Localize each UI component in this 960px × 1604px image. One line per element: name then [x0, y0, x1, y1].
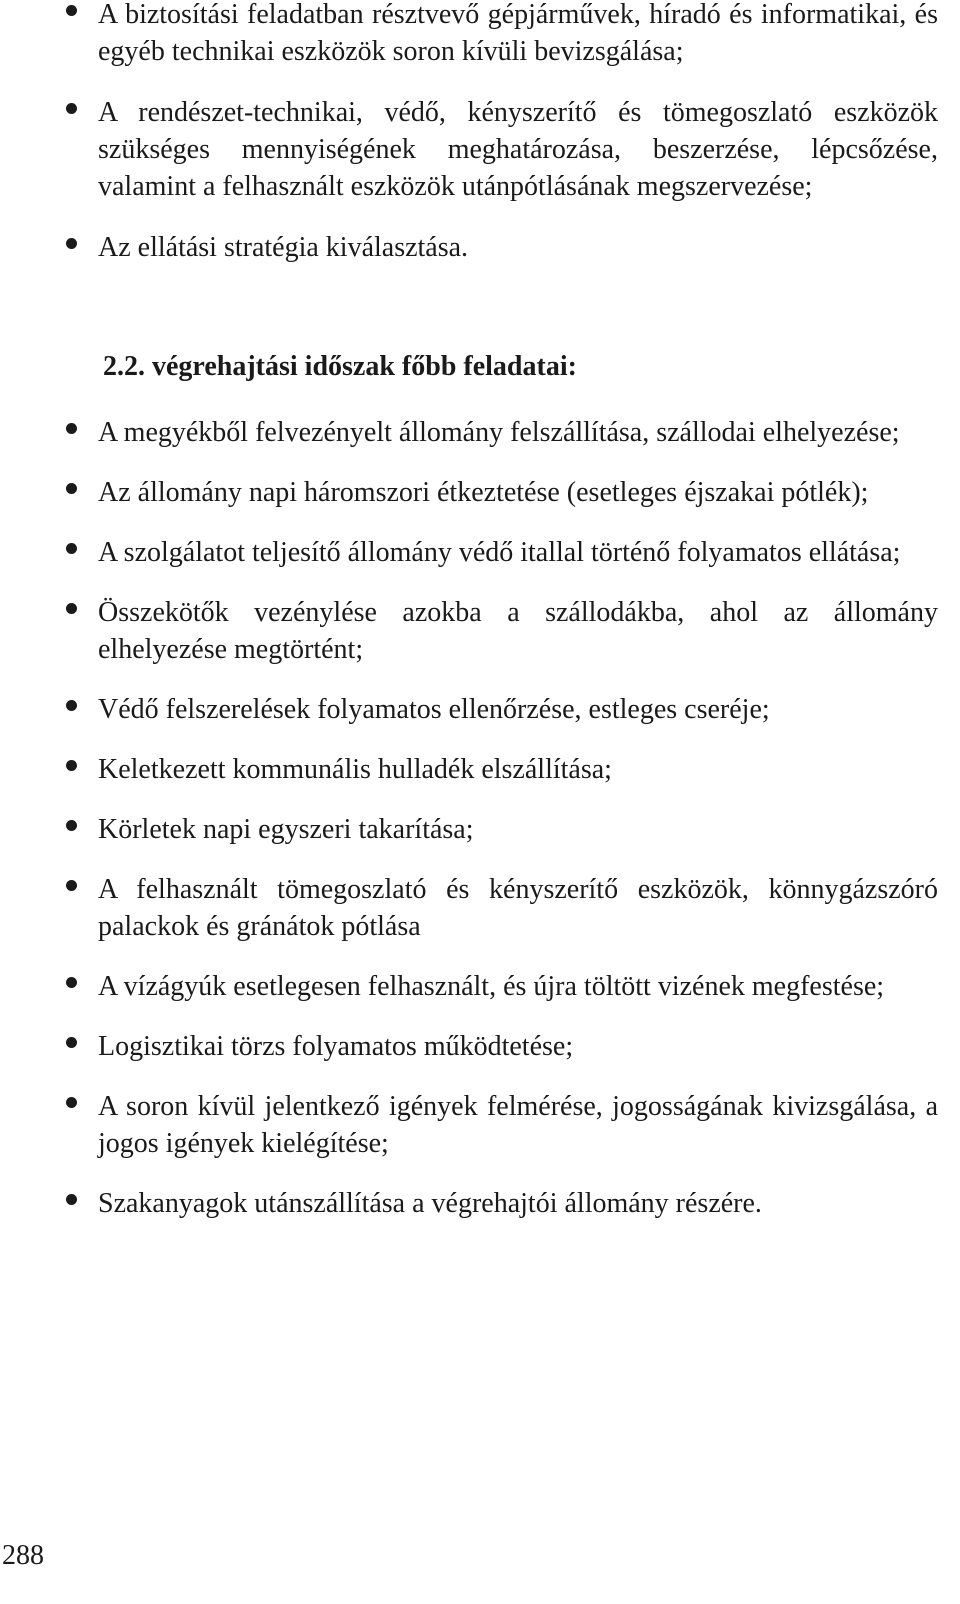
list-item [0, 968, 960, 1005]
list-item [0, 594, 960, 668]
list-item-text: A biztosítási feladatban résztvevő gépjárművek, híradó és informatikai, és egyéb technikai eszközök soron kívüli bevizsgálása; [98, 0, 938, 67]
list-item [0, 1088, 960, 1162]
bullet-icon [66, 760, 77, 771]
list-item [0, 94, 960, 205]
bullet-icon [66, 820, 77, 831]
list-item-text: Az állomány napi háromszori étkeztetése (esetleges éjszakai pótlék); [98, 477, 869, 508]
list-item-text: A soron kívül jelentkező igények felmérése, jogosságának kivizsgálása, a jogos igények kielégítése; [98, 1091, 938, 1159]
list-item [0, 474, 960, 511]
list-item-text: Keletkezett kommunális hulladék elszállítása; [98, 754, 612, 785]
bullet-icon [66, 103, 77, 114]
bullet-icon [66, 1194, 77, 1205]
list-item [0, 1028, 960, 1065]
list-item [0, 0, 960, 70]
section-heading: 2.2. végrehajtási időszak főbb feladatai: [103, 351, 577, 382]
bullet-list-preparation [0, 0, 960, 290]
list-item [0, 751, 960, 788]
list-item-text: A megyékből felvezényelt állomány felszállítása, szállodai elhelyezése; [98, 417, 900, 448]
list-item [0, 1185, 960, 1222]
list-item-text: Körletek napi egyszeri takarítása; [98, 814, 474, 845]
bullet-icon [66, 5, 77, 16]
bullet-icon [66, 700, 77, 711]
bullet-icon [66, 603, 77, 614]
bullet-icon [66, 423, 77, 434]
bullet-icon [66, 543, 77, 554]
page-number: 288 [2, 1540, 44, 1571]
list-item-text: A szolgálatot teljesítő állomány védő itallal történő folyamatos ellátása; [98, 537, 901, 568]
bullet-icon [66, 238, 77, 249]
list-item [0, 534, 960, 571]
bullet-list-execution [0, 414, 960, 1245]
list-item [0, 229, 960, 266]
list-item [0, 691, 960, 728]
bullet-icon [66, 483, 77, 494]
list-item-text: A felhasznált tömegoszlató és kényszerítő eszközök, könnygázszóró palackok és gránátok pótlása [98, 874, 938, 942]
bullet-icon [66, 977, 77, 988]
list-item-text: A rendészet-technikai, védő, kényszerítő és tömegoszlató eszközök szükséges mennyiségének meghatározása, beszerzése, lépcsőzése, valamint a felhasznált eszközök utánpótlásának megszervezése; [98, 97, 938, 202]
list-item-text: Az ellátási stratégia kiválasztása. [98, 232, 469, 263]
list-item-text: Védő felszerelések folyamatos ellenőrzése, estleges cseréje; [98, 694, 770, 725]
list-item-text: A vízágyúk esetlegesen felhasznált, és újra töltött vizének megfestése; [98, 971, 885, 1002]
list-item-text: Szakanyagok utánszállítása a végrehajtói állomány részére. [98, 1188, 762, 1219]
bullet-icon [66, 1037, 77, 1048]
bullet-icon [66, 880, 77, 891]
list-item-text: Összekötők vezénylése azokba a szállodákba, ahol az állomány elhelyezése megtörtént; [98, 597, 938, 665]
list-item [0, 811, 960, 848]
list-item-text: Logisztikai törzs folyamatos működtetése; [98, 1031, 574, 1062]
list-item [0, 414, 960, 451]
list-item [0, 871, 960, 945]
bullet-icon [66, 1097, 77, 1108]
